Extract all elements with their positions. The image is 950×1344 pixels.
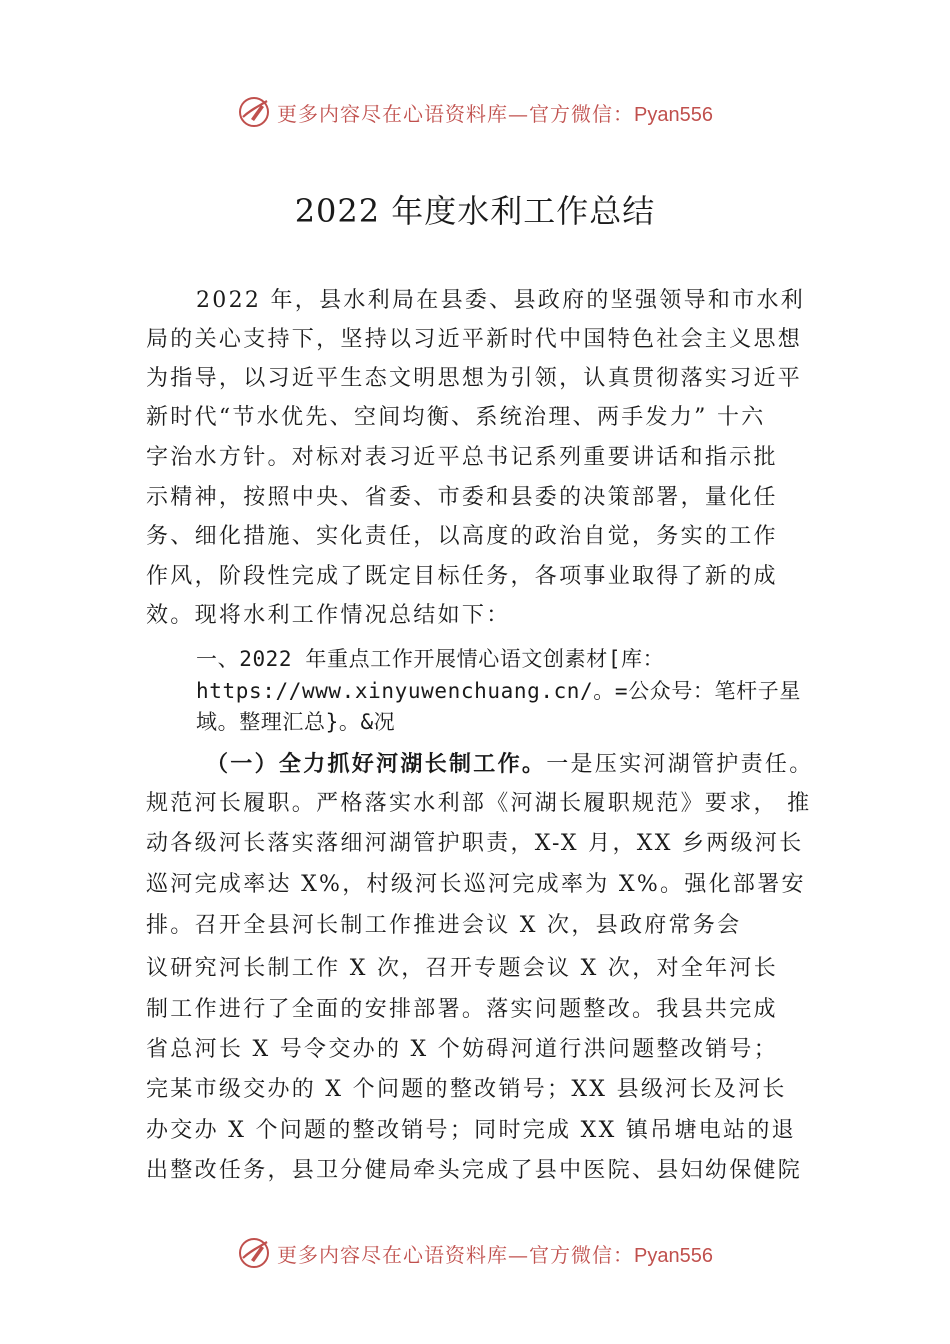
paragraph-line: 出整改任务，县卫分健局牵头完成了县中医院、县妇幼保健院 <box>146 1158 803 1183</box>
paragraph-line: 效。现将水利工作情况总结如下： <box>146 603 511 628</box>
section-heading-line: 域。整理汇总}。&况 <box>196 710 396 734</box>
paragraph-line: 办交办 X 个问题的整改销号；同时完成 XX 镇吊塘电站的退 <box>146 1118 796 1143</box>
paragraph-line: 字治水方针。对标对表习近平总书记系列重要讲话和指示批 <box>146 445 778 470</box>
paragraph-line: 制工作进行了全面的安排部署。落实问题整改。我县共完成 <box>146 997 778 1022</box>
paragraph-line: 议研究河长制工作 X 次，召开专题会议 X 次，对全年河长 <box>146 956 778 981</box>
document-title: 2022 年度水利工作总结 <box>294 192 656 230</box>
paragraph-line: 为指导，以习近平生态文明思想为引领，认真贯彻落实习近平 <box>146 366 803 391</box>
watermark-text: 更多内容尽在心语资料库—官方微信：Pyan556 <box>277 101 713 126</box>
paragraph-line: 完某市级交办的 X 个问题的整改销号；XX 县级河长及河长 <box>146 1077 787 1102</box>
watermark-text: 更多内容尽在心语资料库—官方微信：Pyan556 <box>277 1242 713 1267</box>
paragraph-line: 新时代“节水优先、空间均衡、系统治理、两手发力” 十六 <box>146 405 766 430</box>
subsection-heading-line <box>206 749 814 780</box>
paragraph-line: 务、细化措施、实化责任，以高度的政治自觉，务实的工作 <box>146 524 778 549</box>
paragraph-line: 规范河长履职。严格落实水利部《河湖长履职规范》要求， 推 <box>146 791 812 816</box>
paragraph-line: 巡河完成率达 X%，村级河长巡河完成率为 X%。强化部署安 <box>146 872 806 897</box>
footer-watermark <box>0 1233 950 1273</box>
section-heading-line: 一、2022 年重点工作开展情心语文创素材[库： <box>196 647 665 671</box>
paragraph-line: 动各级河长落实落细河湖管护职责，X-X 月，XX 乡两级河长 <box>146 831 804 856</box>
pen-circle-logo-icon <box>237 95 271 129</box>
subsection-lead: 一是压实河湖管护责任。 <box>546 752 814 777</box>
paragraph-line: 排。召开全县河长制工作推进会议 X 次，县政府常务会 <box>146 913 742 938</box>
section-heading-line: https://www.xinyuwenchuang.cn/。=公众号：笔杆子星 <box>196 679 801 703</box>
subsection-heading: （一）全力抓好河湖长制工作。 <box>206 751 547 777</box>
paragraph-line: 2022 年，县水利局在县委、县政府的坚强领导和市水利 <box>196 288 806 313</box>
paragraph-line: 局的关心支持下，坚持以习近平新时代中国特色社会主义思想 <box>146 327 803 352</box>
header-watermark <box>0 92 950 132</box>
paragraph-line: 省总河长 X 号令交办的 X 个妨碍河道行洪问题整改销号； <box>146 1037 778 1062</box>
paragraph-line: 作风，阶段性完成了既定目标任务，各项事业取得了新的成 <box>146 564 778 589</box>
paragraph-line: 示精神，按照中央、省委、市委和县委的决策部署，量化任 <box>146 485 778 510</box>
pen-circle-logo-icon <box>237 1236 271 1270</box>
